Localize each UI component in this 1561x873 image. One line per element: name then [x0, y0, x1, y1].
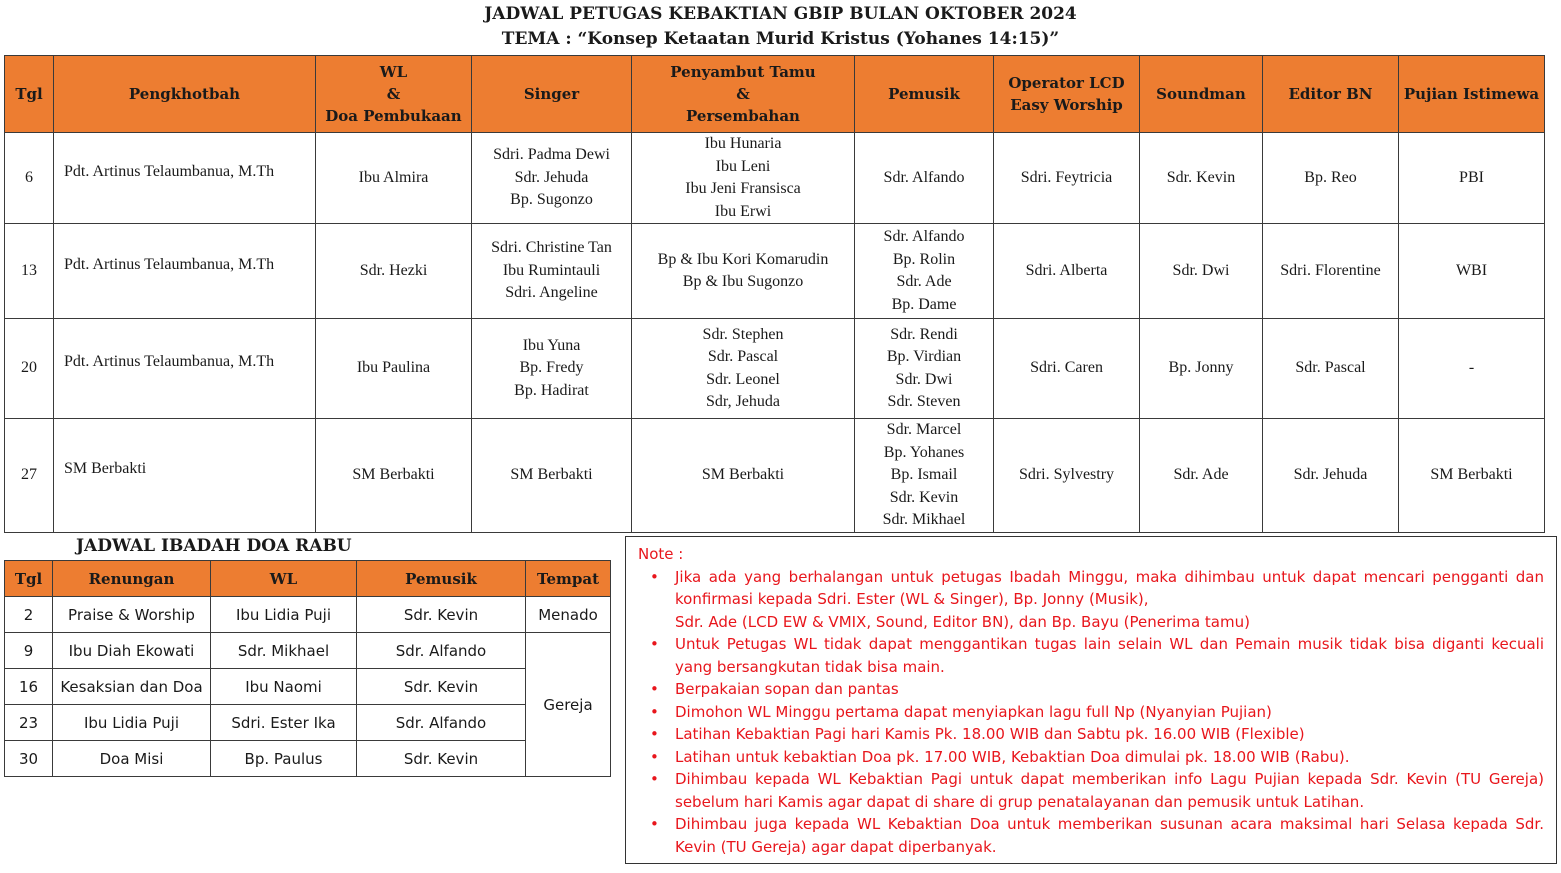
header-tgl: Tgl — [5, 561, 53, 597]
header-lcd-line: Easy Worship — [1010, 96, 1123, 114]
table-row — [5, 633, 611, 669]
header-singer: Singer — [472, 56, 632, 133]
pemusik-name: Bp. Ismail — [890, 466, 958, 483]
tamu-name: SM Berbakti — [701, 466, 785, 483]
title-line-1: JADWAL PETUGAS KEBAKTIAN GBIP BULAN OKTOBER 2024 — [484, 4, 1077, 24]
tamu-name: Ibu Jeni Fransisca — [685, 180, 801, 197]
cell-wl: Ibu Almira — [316, 133, 472, 224]
singer-name: Sdri. Angeline — [505, 284, 598, 302]
header-tgl: Tgl — [5, 56, 54, 133]
pengkhotbah-name: SM Berbakti — [64, 460, 147, 477]
header-soundman: Soundman — [1140, 56, 1263, 133]
tamu-name: Sdr, Jehuda — [705, 393, 780, 410]
sunday-schedule-table — [4, 55, 1545, 533]
cell-tgl: 9 — [5, 633, 53, 669]
pemusik-name: Sdr. Alfando — [883, 168, 965, 186]
header-pengkhotbah: Pengkhotbah — [54, 56, 316, 133]
tamu-name: Ibu Leni — [715, 157, 771, 175]
table-row — [5, 705, 611, 741]
cell-tamu — [632, 319, 855, 419]
note-text: • Latihan Kebaktian Pagi hari Kamis Pk. 18.00 WIB dan Sabtu pk. 16.00 WIB (Flexible) — [675, 725, 1305, 743]
cell-pemusik — [855, 419, 994, 533]
cell-soundman: Bp. Jonny — [1140, 319, 1263, 419]
pengkhotbah-name: Pdt. Artinus Telaumbanua, M.Th — [64, 255, 275, 273]
cell-pujian-istimewa: WBI — [1399, 224, 1545, 319]
pemusik-name: Sdr. Marcel — [886, 421, 962, 438]
pemusik-name: Sdr. Dwi — [895, 370, 953, 388]
pemusik-name: Bp. Yohanes — [883, 443, 965, 461]
table-row — [5, 224, 1545, 319]
cell-operator-lcd: Sdri. Feytricia — [994, 133, 1140, 224]
cell-tempat: Menado — [526, 597, 611, 633]
cell-editor-bn: Sdr. Pascal — [1263, 319, 1399, 419]
header-wl-line: & — [386, 85, 401, 103]
note-item — [638, 768, 1544, 813]
cell-pengkhotbah — [54, 133, 316, 224]
singer-name: Bp. Hadirat — [514, 381, 589, 399]
header-editor-bn: Editor BN — [1263, 56, 1399, 133]
cell-editor-bn: Sdri. Florentine — [1263, 224, 1399, 319]
cell-singer — [472, 419, 632, 533]
singer-name: Sdri. Christine Tan — [491, 239, 612, 257]
cell-operator-lcd: Sdri. Sylvestry — [994, 419, 1140, 533]
cell-tamu — [632, 133, 855, 224]
cell-wl: Sdr. Hezki — [316, 224, 472, 319]
singer-name: Sdri. Padma Dewi — [493, 146, 610, 164]
cell-pengkhotbah — [54, 224, 316, 319]
header-pemusik: Pemusik — [855, 56, 994, 133]
cell-renungan: Kesaksian dan Doa — [53, 669, 211, 705]
cell-wl: Ibu Naomi — [211, 669, 357, 705]
pemusik-name: Bp. Virdian — [886, 348, 962, 365]
cell-wl: Sdri. Ester Ika — [211, 705, 357, 741]
cell-wl: Bp. Paulus — [211, 741, 357, 777]
pemusik-name: Bp. Dame — [891, 295, 957, 313]
singer-name: Sdr. Jehuda — [514, 168, 589, 186]
cell-pujian-istimewa: - — [1399, 319, 1545, 419]
header-wl — [316, 56, 472, 133]
cell-renungan: Ibu Diah Ekowati — [53, 633, 211, 669]
pemusik-name: Bp. Rolin — [892, 250, 956, 268]
singer-name: Bp. Fredy — [519, 359, 584, 377]
cell-soundman: Sdr. Dwi — [1140, 224, 1263, 319]
header-wl-line: WL — [379, 63, 408, 81]
pemusik-name: Sdr. Mikhael — [882, 511, 966, 528]
table-row — [5, 669, 611, 705]
tamu-name: Sdr. Stephen — [702, 325, 784, 343]
header-tamu-line: Persembahan — [686, 107, 800, 125]
wednesday-schedule-table — [4, 560, 611, 777]
note-item — [638, 566, 1544, 634]
cell-tgl: 23 — [5, 705, 53, 741]
header-renungan: Renungan — [53, 561, 211, 597]
cell-soundman: Sdr. Ade — [1140, 419, 1263, 533]
pengkhotbah-name: Pdt. Artinus Telaumbanua, M.Th — [64, 162, 275, 180]
table-header-row — [5, 561, 611, 597]
cell-tempat-merged: Gereja — [526, 633, 611, 777]
note-text: • Dimohon WL Minggu pertama dapat menyiapkan lagu full Np (Nyanyian Pujian) — [675, 702, 1272, 721]
cell-tgl: 27 — [5, 419, 54, 533]
pemusik-name: Sdr. Alfando — [883, 228, 965, 245]
notes-box — [625, 536, 1557, 864]
sunday-schedule-body — [5, 133, 1545, 533]
note-item — [638, 701, 1544, 724]
cell-renungan: Praise & Worship — [53, 597, 211, 633]
cell-singer — [472, 224, 632, 319]
note-item — [638, 813, 1544, 858]
cell-tgl: 2 — [5, 597, 53, 633]
singer-name: SM Berbakti — [510, 466, 593, 483]
cell-pujian-istimewa: PBI — [1399, 133, 1545, 224]
note-item — [638, 678, 1544, 701]
tamu-name: Bp & Ibu Kori Komarudin — [657, 250, 829, 268]
cell-soundman: Sdr. Kevin — [1140, 133, 1263, 224]
table-row — [5, 419, 1545, 533]
header-penyambut-tamu — [632, 56, 855, 133]
cell-singer — [472, 133, 632, 224]
note-text: • Untuk Petugas WL tidak dapat menggantikan tugas lain selain WL dan Pemain musik tidak bisa diganti kecuali yang bersangkutan tidak bisa main. — [675, 635, 1544, 676]
cell-tgl: 13 — [5, 224, 54, 319]
header-tamu-line: & — [736, 85, 750, 103]
tamu-name: Sdr. Pascal — [707, 348, 779, 365]
header-operator-lcd — [994, 56, 1140, 133]
cell-wl: Ibu Lidia Puji — [211, 597, 357, 633]
table-row — [5, 319, 1545, 419]
table-row — [5, 741, 611, 777]
table-row — [5, 133, 1545, 224]
cell-tgl: 30 — [5, 741, 53, 777]
header-pemusik: Pemusik — [357, 561, 526, 597]
cell-editor-bn: Bp. Reo — [1263, 133, 1399, 224]
cell-tgl: 16 — [5, 669, 53, 705]
note-text: • Jika ada yang berhalangan untuk petugas Ibadah Minggu, maka dihimbau untuk dapat mencari pengganti dan konfirmasi kepada Sdri. Ester (WL & Singer), Bp. Jonny (Musik), — [675, 567, 1544, 608]
cell-pemusik: Sdr. Kevin — [357, 597, 526, 633]
title-line-2: TEMA : “Konsep Ketaatan Murid Kristus (Yohanes 14:15)” — [501, 29, 1060, 49]
cell-pengkhotbah — [54, 319, 316, 419]
cell-pemusik: Sdr. Alfando — [357, 705, 526, 741]
cell-wl: Sdr. Mikhael — [211, 633, 357, 669]
cell-pemusik: Sdr. Alfando — [357, 633, 526, 669]
singer-name: Ibu Rumintauli — [502, 261, 601, 279]
pemusik-name: Sdr. Rendi — [890, 325, 958, 343]
page-title — [0, 2, 1561, 52]
note-text: • Berpakaian sopan dan pantas — [675, 680, 899, 698]
cell-wl: Ibu Paulina — [316, 319, 472, 419]
cell-operator-lcd: Sdri. Alberta — [994, 224, 1140, 319]
singer-name: Ibu Yuna — [522, 336, 581, 354]
singer-name: Bp. Sugonzo — [510, 191, 593, 209]
cell-editor-bn: Sdr. Jehuda — [1263, 419, 1399, 533]
notes-list — [638, 566, 1544, 859]
pemusik-name: Sdr. Ade — [896, 273, 952, 290]
note-text: Sdr. Ade (LCD EW & VMIX, Sound, Editor BN), dan Bp. Bayu (Penerima tamu) — [675, 612, 1250, 631]
note-item — [638, 746, 1544, 769]
table-header-row — [5, 56, 1545, 133]
cell-tamu — [632, 419, 855, 533]
pengkhotbah-name: Pdt. Artinus Telaumbanua, M.Th — [64, 353, 275, 371]
header-pujian-istimewa: Pujian Istimewa — [1399, 56, 1545, 133]
cell-tgl: 20 — [5, 319, 54, 419]
cell-renungan: Doa Misi — [53, 741, 211, 777]
pemusik-name: Sdr. Steven — [887, 393, 961, 410]
cell-pemusik: Sdr. Kevin — [357, 741, 526, 777]
cell-pengkhotbah — [54, 419, 316, 533]
table-row — [5, 597, 611, 633]
tamu-name: Bp & Ibu Sugonzo — [682, 273, 804, 290]
note-item — [638, 633, 1544, 678]
cell-tamu — [632, 224, 855, 319]
header-tamu-line: Penyambut Tamu — [670, 63, 816, 81]
cell-pemusik — [855, 319, 994, 419]
note-text: • Dihimbau juga kepada WL Kebaktian Doa untuk memberikan susunan acara maksimal hari Selasa kepada Sdr. Kevin (TU Gereja) agar dapat diperbanyak. — [675, 815, 1544, 856]
cell-pemusik — [855, 224, 994, 319]
cell-tgl: 6 — [5, 133, 54, 224]
tamu-name: Sdr. Leonel — [706, 370, 780, 388]
tamu-name: Ibu Hunaria — [704, 135, 782, 152]
header-lcd-line: Operator LCD — [1008, 74, 1125, 92]
pemusik-name: Sdr. Kevin — [889, 488, 959, 506]
note-text: • Latihan untuk kebaktian Doa pk. 17.00 WIB, Kebaktian Doa dimulai pk. 18.00 WIB (Rabu). — [675, 747, 1350, 766]
cell-singer — [472, 319, 632, 419]
cell-pemusik — [855, 133, 994, 224]
notes-title: Note : — [638, 545, 684, 563]
cell-renungan: Ibu Lidia Puji — [53, 705, 211, 741]
header-wl-line: Doa Pembukaan — [325, 107, 462, 125]
note-item — [638, 723, 1544, 746]
cell-pemusik: Sdr. Kevin — [357, 669, 526, 705]
cell-wl: SM Berbakti — [316, 419, 472, 533]
note-text: • Dihimbau kepada WL Kebaktian Pagi untuk dapat memberikan info Lagu Pujian kepada Sdr. Kevin (TU Gereja) sebelum hari Kamis agar dapat di share di grup penatalayanan dan pemusik untuk Latihan. — [675, 770, 1544, 811]
header-tempat: Tempat — [526, 561, 611, 597]
tamu-name: Ibu Erwi — [714, 202, 772, 220]
cell-pujian-istimewa: SM Berbakti — [1399, 419, 1545, 533]
wednesday-title: JADWAL IBADAH DOA RABU — [76, 536, 352, 556]
cell-operator-lcd: Sdri. Caren — [994, 319, 1140, 419]
header-wl: WL — [211, 561, 357, 597]
